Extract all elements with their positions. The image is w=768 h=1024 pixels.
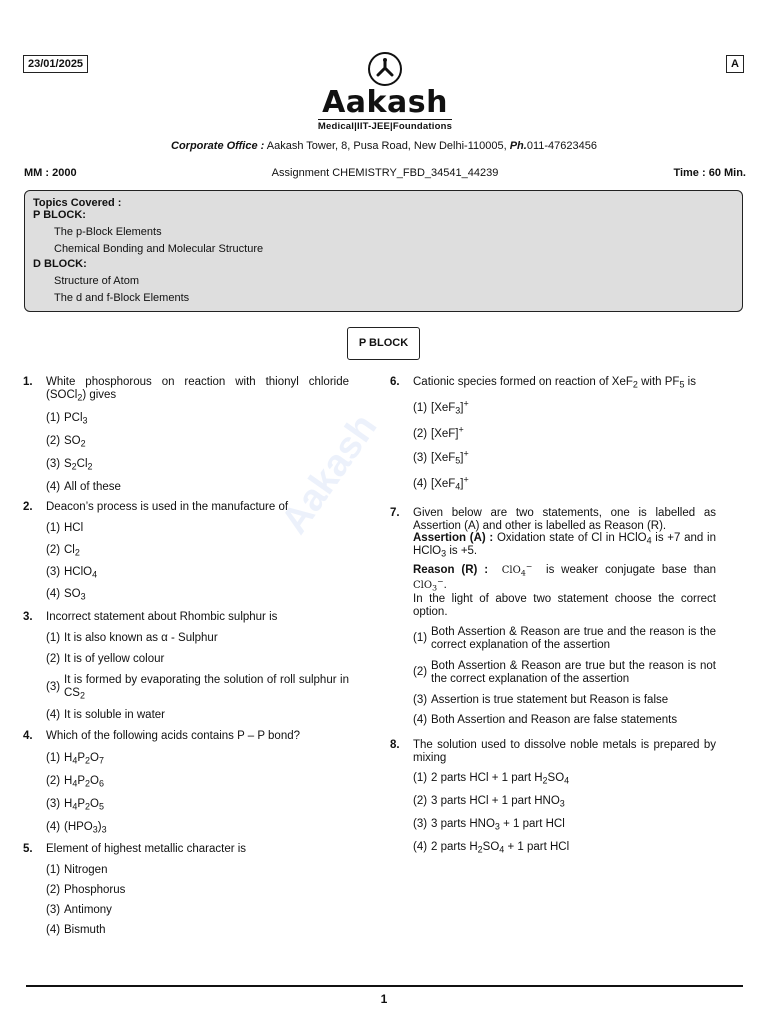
- option: (1) Nitrogen: [46, 863, 108, 876]
- option: (2) 3 parts HCl + 1 part $HNO_3$: [413, 795, 565, 809]
- topic-item: The d and f-Block Elements: [54, 292, 190, 304]
- question-1: [23, 376, 349, 494]
- logo-word: Aakash: [322, 85, 448, 120]
- option: (2) [XeF]+: [413, 424, 464, 440]
- question-text: Element of highest metallic character is: [46, 843, 247, 855]
- assignment-title: Assignment CHEMISTRY_FBD_34541_44239: [271, 167, 499, 179]
- question-number: 1.: [23, 376, 33, 388]
- corporate-office: [0, 140, 768, 152]
- option: (4) It is soluble in water: [46, 708, 165, 721]
- option: (1) PCl$_3$: [46, 412, 88, 426]
- logo-tagline: Medical|IIT-JEE|Foundations: [317, 121, 453, 132]
- question-3: [23, 611, 349, 722]
- question-text: Which of the following acids contains P – P bond?: [46, 730, 301, 742]
- date: 23/01/2025: [28, 58, 84, 70]
- max-marks: MM : 2000: [24, 167, 77, 179]
- option: (3) It is formed by evaporating the solution of roll sulphur in $CS_2$: [46, 673, 349, 701]
- question-text: Given below are two statements, one is labelled as Assertion (A) and other is labelled as Reason (R).: [413, 507, 716, 532]
- watermark: Aakash: [273, 406, 386, 542]
- assertion: Assertion (A) : Oxidation state of Cl in HClO$_4$ is +7 and in HClO$_3$ is +5.: [413, 532, 716, 559]
- time-limit: Time : 60 Min.: [673, 167, 746, 179]
- paper-code: A: [731, 58, 739, 70]
- question-4: [23, 730, 349, 834]
- option: (4) Both Assertion and Reason are false statements: [413, 714, 678, 726]
- topic-item: Chemical Bonding and Molecular Structure: [54, 243, 264, 255]
- p-block-heading: P BLOCK:: [33, 209, 86, 221]
- question-number: 6.: [390, 376, 400, 388]
- option: (2) It is of yellow colour: [46, 652, 165, 665]
- option: (3) 3 parts $HNO_3 + 1$ part HCl: [413, 818, 565, 832]
- footer-divider: [26, 985, 743, 987]
- section-title: P BLOCK: [347, 327, 420, 360]
- topic-item: Structure of Atom: [54, 275, 139, 287]
- option: (3) HClO$_4$: [46, 565, 98, 580]
- topics-title: Topics Covered :: [33, 197, 122, 209]
- option: (3) $H_4P_2O_5$: [46, 797, 104, 812]
- option: (1) Both Assertion & Reason are true and the reason is the correct explanation of the assertion: [413, 626, 716, 651]
- d-block-heading: D BLOCK:: [33, 258, 87, 270]
- option: (1) [XeF$_3$]+: [413, 398, 469, 416]
- question-text: Cationic species formed on reaction of XeF$_2$ with $PF_5$ is: [413, 376, 696, 390]
- question-8: [390, 739, 716, 854]
- question-number: 8.: [390, 739, 400, 751]
- option: (3) Assertion is true statement but Reason is false: [413, 694, 669, 706]
- topic-item: The p-Block Elements: [54, 226, 162, 238]
- question-number: 2.: [23, 501, 33, 513]
- question-number: 3.: [23, 611, 33, 623]
- question-7: [390, 507, 716, 727]
- option: (4) 2 parts $H_2SO_4 + 1$ part HCl: [413, 841, 570, 855]
- topics-box: [24, 190, 743, 312]
- option: (1) 2 parts HCl + 1 part $H_2SO_4$: [413, 772, 570, 786]
- option: (3) [XeF$_5$]+: [413, 448, 469, 466]
- option: (1) It is also known as α - Sulphur: [46, 631, 218, 644]
- option: (2) Both Assertion & Reason are true but the reason is not the correct explanation of the assertion: [413, 660, 716, 685]
- question-5: [23, 843, 349, 937]
- office-address: Aakash Tower, 8, Pusa Road, New Delhi-110005,: [264, 140, 510, 152]
- option: (4) All of these: [46, 481, 121, 493]
- option: (2) $Cl_2$: [46, 543, 80, 558]
- phone-label: Ph.: [509, 140, 527, 152]
- option: (1) HCl: [46, 521, 84, 534]
- option: (4) $SO_3$: [46, 587, 86, 602]
- phone: 011-47623456: [526, 140, 597, 152]
- question-number: 4.: [23, 730, 33, 742]
- question-number: 5.: [23, 843, 33, 855]
- option: (4) $(HPO_3)_3$: [46, 820, 107, 835]
- date-box: [23, 55, 88, 73]
- option: (4) [XeF$_4$]+: [413, 474, 469, 492]
- reason: Reason (R) : ClO$_4$− is weaker conjugate base than ClO$_3$−.: [413, 562, 716, 593]
- option: (2) Phosphorus: [46, 883, 126, 896]
- option: (1) $H_4P_2O_7$: [46, 751, 104, 766]
- option: (3) Antimony: [46, 903, 112, 916]
- question-6: [390, 376, 716, 491]
- aakash-logo: [300, 52, 470, 132]
- question-text: White phosphorous on reaction with thionyl chloride (SOCl$_2$) gives: [46, 376, 349, 403]
- office-label: Corporate Office :: [171, 140, 265, 152]
- question-tail: In the light of above two statement choose the correct option.: [413, 593, 716, 618]
- question-text: The solution used to dissolve noble metals is prepared by mixing: [413, 739, 716, 764]
- question-text: Deacon’s process is used in the manufacture of: [46, 501, 289, 513]
- question-text: Incorrect statement about Rhombic sulphur is: [46, 611, 278, 623]
- option: (3) $S_2Cl_2$: [46, 458, 93, 472]
- question-number: 7.: [390, 507, 400, 519]
- page-number: 1: [380, 992, 388, 1006]
- option: (4) Bismuth: [46, 923, 106, 936]
- paper-code-box: [726, 55, 744, 73]
- option: (2) $SO_2$: [46, 435, 86, 449]
- logo-emblem-icon: [368, 52, 402, 86]
- question-2: [23, 501, 349, 601]
- option: (2) $H_4P_2O_6$: [46, 774, 104, 789]
